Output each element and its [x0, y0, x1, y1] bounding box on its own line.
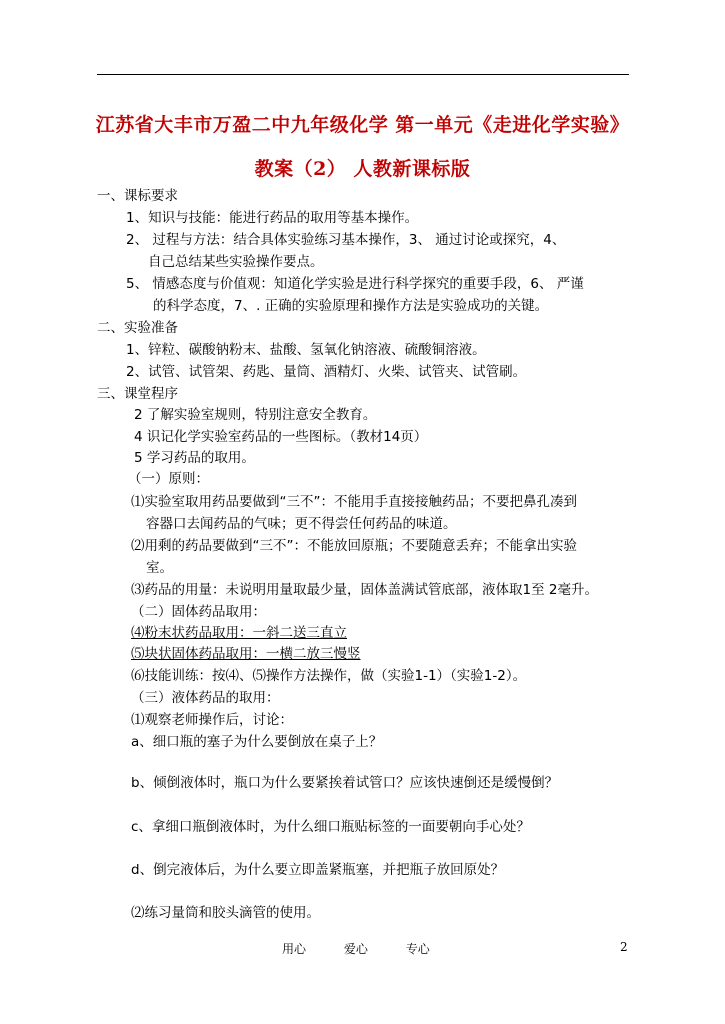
- text-line: ⑴实验室取用药品要做到“三不”：不能用手直接接触药品；不要把鼻孔凑到: [131, 494, 577, 510]
- text-line: 自己总结某些实验操作要点。: [148, 254, 324, 270]
- text-line: （二）固体药品取用：: [131, 604, 266, 620]
- text-line: 容器口去闻药品的气味；更不得尝任何药品的味道。: [146, 516, 457, 532]
- section-heading: 三、课堂程序: [97, 386, 178, 402]
- text-line: ⑶药品的用量：未说明用量取最少量，固体盖满试管底部，液体取1至 2毫升。: [131, 582, 598, 598]
- page-title: 江苏省大丰市万盈二中九年级化学 第一单元《走进化学实验》: [95, 114, 630, 136]
- text-line: 1、锌粒、碳酸钠粉末、盐酸、氢氧化钠溶液、硫酸铜溶液。: [126, 342, 486, 358]
- footer-word: 专心: [405, 942, 430, 956]
- text-line: ⑵练习量筒和胶头滴管的使用。: [131, 905, 320, 921]
- text-line: （三）液体药品的取用：: [131, 690, 280, 706]
- page-subtitle: 教案（2） 人教新课标版: [254, 158, 471, 180]
- page-footer: [282, 940, 464, 957]
- text-line: ⑷粉末状药品取用：一斜二送三直立: [131, 625, 347, 641]
- text-line: （一）原则：: [128, 471, 209, 487]
- text-line: ⑹技能训练：按⑷、⑸操作方法操作，做（实验1-1）（实验1-2）。: [131, 668, 527, 684]
- text-line: 5 学习药品的取用。: [134, 450, 255, 466]
- page-number: 2: [620, 940, 628, 954]
- section-heading: 二、实验准备: [97, 320, 178, 336]
- text-line: 的科学态度，7、. 正确的实验原理和操作方法是实验成功的关键。: [153, 298, 549, 314]
- text-line: 2 了解实验室规则，特别注意安全教育。: [134, 407, 377, 423]
- text-line: 1、知识与技能：能进行药品的取用等基本操作。: [126, 210, 419, 226]
- section-heading: 一、课标要求: [97, 188, 178, 204]
- text-line: 2、 过程与方法：结合具体实验练习基本操作，3、 通过讨论或探究，4、: [126, 232, 566, 248]
- footer-word: 爱心: [343, 942, 368, 956]
- question-line: d、倒完液体后，为什么要立即盖紧瓶塞，并把瓶子放回原处？: [131, 862, 505, 878]
- question-line: b、倾倒液体时，瓶口为什么要紧挨着试管口？应该快速倒还是缓慢倒？: [131, 775, 559, 791]
- text-line: 4 识记化学实验室药品的一些图标。（教材14页）: [134, 429, 428, 445]
- text-line: 5、 情感态度与价值观：知道化学实验是进行科学探究的重要手段，6、 严谨: [126, 276, 584, 292]
- question-line: c、拿细口瓶倒液体时，为什么细口瓶贴标签的一面要朝向手心处？: [131, 819, 530, 835]
- question-line: a、细口瓶的塞子为什么要倒放在桌子上？: [131, 734, 383, 750]
- header-rule: [97, 74, 629, 75]
- text-line: 室。: [146, 560, 173, 576]
- footer-word: 用心: [282, 942, 307, 956]
- text-line: ⑴观察老师操作后，讨论：: [131, 712, 293, 728]
- text-line: ⑸块状固体药品取用：一横二放三慢竖: [131, 646, 361, 662]
- text-line: 2、试管、试管架、药匙、量筒、酒精灯、火柴、试管夹、试管刷。: [126, 364, 527, 380]
- text-line: ⑵用剩的药品要做到“三不”：不能放回原瓶；不要随意丢弃；不能拿出实验: [131, 538, 577, 554]
